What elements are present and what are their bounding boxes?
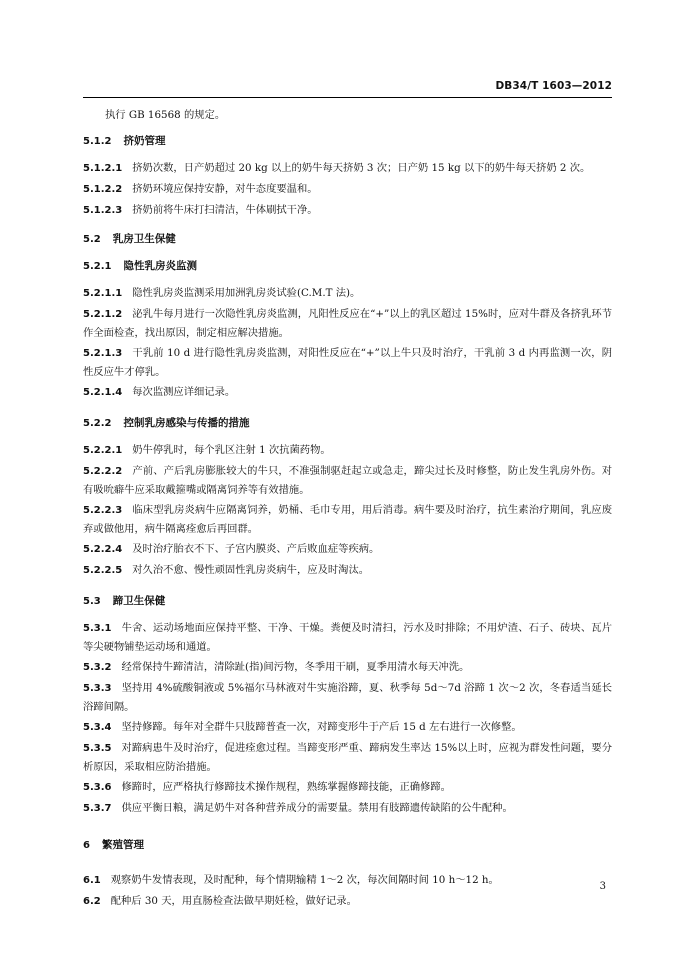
document-code: DB34/T 1603—2012 [495, 80, 612, 92]
clause-text: 观察奶牛发情表现，及时配种，每个情期输精 1～2 次，每次间隔时间 10 h～12 h。 [110, 874, 499, 886]
clause-number: 5.2.2.3 [83, 505, 123, 516]
section-heading [83, 230, 612, 249]
clause-number: 5.2.1.2 [83, 309, 123, 320]
section-heading [83, 414, 612, 433]
section-heading [83, 132, 612, 151]
clause-text: 隐性乳房炎监测采用加洲乳房炎试验(C.M.T 法)。 [132, 287, 361, 299]
section-title: 繁殖管理 [101, 839, 144, 851]
section-title: 乳房卫生保健 [112, 233, 176, 245]
clause-text: 牛舍、运动场地面应保持平整、干净、干燥。粪便及时清扫，污水及时排除；不用炉渣、石子、砖块、瓦片等尖硬物铺垫运动场和通道。 [83, 622, 612, 653]
clause [83, 778, 612, 797]
clause [83, 619, 612, 656]
header-rule [83, 97, 612, 98]
clause-number: 5.3.3 [83, 683, 112, 694]
clause [83, 871, 612, 890]
section-number: 5.1.2 [83, 136, 112, 147]
clause-number: 5.3.7 [83, 803, 112, 814]
clause [83, 462, 612, 499]
section-title: 挤奶管理 [123, 135, 166, 147]
section-title: 控制乳房感染与传播的措施 [123, 417, 250, 429]
clause-text: 挤奶前将牛床打扫清洁，牛体刷拭干净。 [132, 204, 318, 216]
clause-text: 干乳前 10 d 进行隐性乳房炎监测，对阳性反应在“+”以上牛只及时治疗，干乳前 3 d 内再监测一次，阴性反应牛才停乳。 [83, 347, 612, 378]
clause [83, 180, 612, 199]
clause-text: 对久治不愈、慢性顽固性乳房炎病牛，应及时淘汰。 [132, 564, 370, 576]
clause-number: 5.1.2.3 [83, 205, 123, 216]
clause-text: 经常保持牛蹄清洁，清除趾(指)间污物，冬季用干刷，夏季用清水每天冲洗。 [121, 661, 470, 673]
clause [83, 561, 612, 580]
clause [83, 159, 612, 178]
clause-number: 5.1.2.2 [83, 184, 123, 195]
clause-text: 配种后 30 天，用直肠检查法做早期妊检，做好记录。 [110, 895, 357, 907]
clause-text: 奶牛停乳时，每个乳区注射 1 次抗菌药物。 [132, 444, 331, 456]
clause-text: 供应平衡日粮，满足奶牛对各种营养成分的需要量。禁用有肢蹄遗传缺陷的公牛配种。 [121, 802, 513, 814]
clause-text: 对蹄病患牛及时治疗，促进痊愈过程。当蹄变形严重、蹄病发生率达 15%以上时，应视为群发性问题，要分析原因，采取相应防治措施。 [83, 742, 612, 773]
clause [83, 718, 612, 737]
section-number: 5.2.2 [83, 418, 112, 429]
intro-line: 执行 GB 16568 的规定。 [105, 109, 226, 121]
clause-number: 5.1.2.1 [83, 163, 123, 174]
clause [83, 305, 612, 342]
clause-number: 5.3.4 [83, 722, 112, 733]
section-heading [83, 257, 612, 276]
clause-text: 挤奶次数，日产奶超过 20 kg 以上的奶牛每天挤奶 3 次；日产奶 15 kg 以下的奶牛每天挤奶 2 次。 [132, 162, 591, 174]
clause-text: 修蹄时，应严格执行修蹄技术操作规程，熟练掌握修蹄技能，正确修蹄。 [121, 781, 451, 793]
page-body [83, 106, 612, 913]
clause-number: 5.2.2.2 [83, 466, 123, 477]
clause [83, 739, 612, 776]
clause-number: 5.2.2.1 [83, 445, 123, 456]
clause-number: 5.2.2.5 [83, 565, 123, 576]
clause-number: 5.3.5 [83, 743, 112, 754]
clause [83, 540, 612, 559]
clause-text: 坚持修蹄。每年对全群牛只肢蹄普查一次，对蹄变形牛于产后 15 d 左右进行一次修整。 [121, 721, 522, 733]
clause-text: 及时治疗胎衣不下、子宫内膜炎、产后败血症等疾病。 [132, 543, 380, 555]
clause-number: 5.3.2 [83, 662, 112, 673]
clause [83, 501, 612, 538]
clause [83, 892, 612, 911]
clause [83, 441, 612, 460]
clause [83, 658, 612, 677]
section-number: 6 [83, 840, 90, 851]
page-number: 3 [599, 881, 606, 892]
clause-number: 5.3.6 [83, 782, 112, 793]
clause-text: 挤奶环境应保持安静，对牛态度要温和。 [132, 183, 318, 195]
clause [83, 383, 612, 402]
section-number: 5.3 [83, 596, 101, 607]
clause-text: 临床型乳房炎病牛应隔离饲养，奶桶、毛巾专用，用后消毒。病牛要及时治疗，抗生素治疗期间，乳应废弃或做他用，病牛隔离痊愈后再回群。 [83, 504, 612, 535]
clause-number: 5.2.1.3 [83, 348, 123, 359]
clause-text: 坚持用 4%硫酸铜液或 5%福尔马林液对牛实施浴蹄，夏、秋季每 5d～7d 浴蹄 1 次～2 次，冬春适当延长浴蹄间隔。 [83, 682, 612, 713]
section-heading [83, 592, 612, 611]
clause-text: 每次监测应详细记录。 [132, 386, 236, 398]
clause [83, 284, 612, 303]
clause [83, 679, 612, 716]
section-number: 5.2 [83, 234, 101, 245]
clause-text: 泌乳牛每月进行一次隐性乳房炎监测，凡阳性反应在“+”以上的乳区超过 15%时，应对牛群及各挤乳环节作全面检查，找出原因，制定相应解决措施。 [83, 308, 612, 339]
clause-number: 5.2.1.1 [83, 288, 123, 299]
section-number: 5.2.1 [83, 261, 112, 272]
clause-number: 6.2 [83, 896, 101, 907]
clause-number: 5.2.1.4 [83, 387, 123, 398]
clause-text: 产前、产后乳房膨胀较大的牛只，不准强制驱赶起立或急走，蹄尖过长及时修整，防止发生乳房外伤。对有吸吮癖牛应采取戴箍嘴或隔离饲养等有效措施。 [83, 465, 612, 496]
section-title: 隐性乳房炎监测 [123, 260, 197, 272]
section-heading [83, 836, 612, 855]
clause [83, 799, 612, 818]
clause [83, 344, 612, 381]
clause [83, 201, 612, 220]
section-title: 蹄卫生保健 [112, 595, 166, 607]
clause-number: 5.2.2.4 [83, 544, 123, 555]
clause-number: 5.3.1 [83, 623, 112, 634]
clause-number: 6.1 [83, 875, 101, 886]
